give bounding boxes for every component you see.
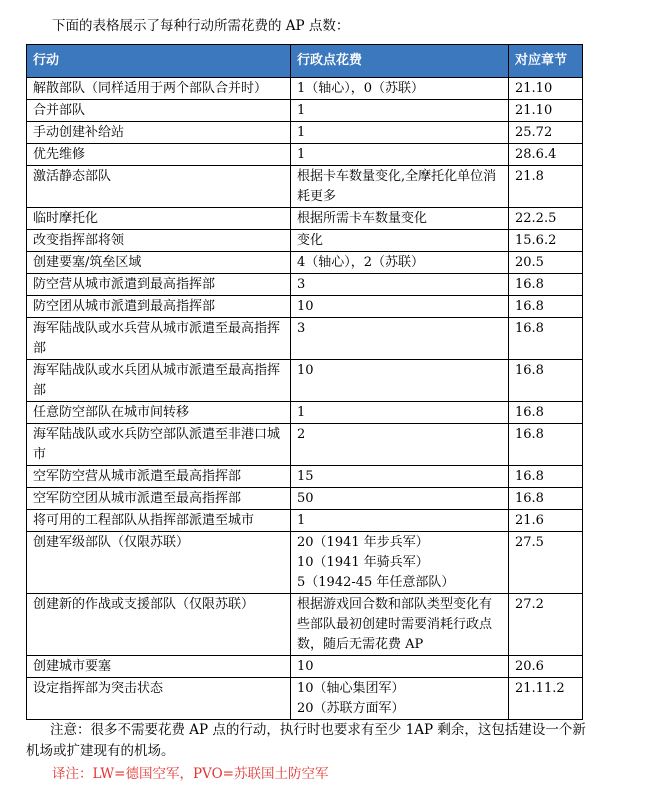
table-row — [27, 208, 583, 230]
cell-action: 合并部队 — [27, 100, 291, 122]
cell-cost — [291, 466, 509, 488]
cell-cost — [291, 252, 509, 274]
table-row — [27, 402, 583, 424]
cell-action: 防空团从城市派遣到最高指挥部 — [27, 296, 291, 318]
cell-section: 25.72 — [509, 122, 583, 144]
cost-line: 15 — [297, 469, 314, 484]
cell-action: 创建要塞/筑垒区域 — [27, 252, 291, 274]
cost-line: 变化 — [297, 233, 324, 248]
cell-cost — [291, 594, 509, 656]
table-header-row — [27, 45, 583, 78]
table-row — [27, 78, 583, 100]
ap-cost-table — [26, 44, 583, 720]
cell-cost — [291, 78, 509, 100]
cell-section: 28.6.4 — [509, 144, 583, 166]
cell-section: 20.5 — [509, 252, 583, 274]
cell-cost — [291, 532, 509, 594]
cell-action: 将可用的工程部队从指挥部派遣至城市 — [27, 510, 291, 532]
cell-action: 海军陆战队或水兵团从城市派遣至最高指挥部 — [27, 360, 291, 402]
cost-line: 20（苏联方面军） — [297, 701, 405, 716]
cost-line: 根据所需卡车数量变化 — [297, 211, 428, 226]
cost-line: 3 — [297, 277, 306, 292]
cell-section: 16.8 — [509, 424, 583, 466]
cost-line: 1 — [297, 147, 306, 162]
intro-text: 下面的表格展示了每种行动所需花费的 AP 点数： — [52, 18, 350, 34]
cell-section: 16.8 — [509, 318, 583, 360]
cost-line: 1（轴心），0（苏联） — [297, 81, 425, 96]
cell-section: 27.5 — [509, 532, 583, 594]
cell-section: 16.8 — [509, 274, 583, 296]
cell-section: 22.2.5 — [509, 208, 583, 230]
cell-action: 防空营从城市派遣到最高指挥部 — [27, 274, 291, 296]
cell-cost — [291, 122, 509, 144]
cell-section: 21.11.2 — [509, 678, 583, 720]
cell-section: 16.8 — [509, 466, 583, 488]
cell-cost — [291, 296, 509, 318]
cell-cost — [291, 402, 509, 424]
cost-line: 10 — [297, 299, 314, 314]
cell-action: 临时摩托化 — [27, 208, 291, 230]
cell-cost — [291, 208, 509, 230]
cost-line: 10 — [297, 363, 314, 378]
table-row — [27, 230, 583, 252]
header-cost: 行政点花费 — [291, 45, 509, 78]
cell-cost — [291, 318, 509, 360]
cost-line: 10（轴心集团军） — [297, 681, 405, 696]
cell-action: 手动创建补给站 — [27, 122, 291, 144]
table-row — [27, 488, 583, 510]
cell-action: 任意防空部队在城市间转移 — [27, 402, 291, 424]
table-row — [27, 360, 583, 402]
cell-cost — [291, 230, 509, 252]
cell-section: 27.2 — [509, 594, 583, 656]
cell-cost — [291, 144, 509, 166]
cell-action: 创建军级部队（仅限苏联） — [27, 532, 291, 594]
cell-section: 21.8 — [509, 166, 583, 208]
table-row — [27, 678, 583, 720]
table-row — [27, 466, 583, 488]
cost-line: 根据游戏回合数和部队类型变化有些部队最初创建时需要消耗行政点数，随后无需花费 AP — [297, 597, 493, 652]
table-row — [27, 656, 583, 678]
cell-section: 21.10 — [509, 78, 583, 100]
cost-line: 3 — [297, 321, 306, 336]
table-row — [27, 274, 583, 296]
cost-line: 50 — [297, 491, 314, 506]
table-row — [27, 166, 583, 208]
table-row — [27, 424, 583, 466]
table-row — [27, 100, 583, 122]
cell-action: 海军陆战队或水兵防空部队派遣至非港口城市 — [27, 424, 291, 466]
cell-cost — [291, 360, 509, 402]
cell-section: 16.8 — [509, 360, 583, 402]
table-row — [27, 252, 583, 274]
cell-action: 空军防空营从城市派遣至最高指挥部 — [27, 466, 291, 488]
cell-section: 16.8 — [509, 402, 583, 424]
cell-cost — [291, 488, 509, 510]
cell-cost — [291, 166, 509, 208]
table-row — [27, 144, 583, 166]
table-row — [27, 296, 583, 318]
note-block — [26, 720, 586, 762]
cell-section: 16.8 — [509, 296, 583, 318]
cell-action: 设定指挥部为突击状态 — [27, 678, 291, 720]
cell-section: 21.10 — [509, 100, 583, 122]
cell-cost — [291, 100, 509, 122]
cost-line: 1 — [297, 103, 306, 118]
cell-action: 空军防空团从城市派遣至最高指挥部 — [27, 488, 291, 510]
header-section: 对应章节 — [509, 45, 583, 78]
cell-section: 16.8 — [509, 488, 583, 510]
cell-cost — [291, 424, 509, 466]
cell-cost — [291, 656, 509, 678]
cost-line: 根据卡车数量变化,全摩托化单位消耗更多 — [297, 169, 497, 204]
translator-note: 译注：LW=德国空军，PVO=苏联国土防空军 — [52, 766, 329, 782]
table-body — [27, 78, 583, 720]
cost-line: 2 — [297, 427, 306, 442]
cell-action: 激活静态部队 — [27, 166, 291, 208]
cell-action: 创建城市要塞 — [27, 656, 291, 678]
cell-action: 解散部队（同样适用于两个部队合并时） — [27, 78, 291, 100]
cell-action: 创建新的作战或支援部队（仅限苏联） — [27, 594, 291, 656]
cost-line: 1 — [297, 125, 306, 140]
cell-section: 15.6.2 — [509, 230, 583, 252]
header-action: 行动 — [27, 45, 291, 78]
table-row — [27, 532, 583, 594]
cost-line: 10（1941 年骑兵军） — [297, 555, 429, 570]
cell-action: 优先维修 — [27, 144, 291, 166]
table-row — [27, 510, 583, 532]
cell-action: 改变指挥部将领 — [27, 230, 291, 252]
cost-line: 10 — [297, 659, 314, 674]
cost-line: 4（轴心），2（苏联） — [297, 255, 425, 270]
cost-line: 5（1942-45 年任意部队） — [297, 575, 455, 590]
cell-cost — [291, 510, 509, 532]
cell-action: 海军陆战队或水兵营从城市派遣至最高指挥部 — [27, 318, 291, 360]
table-row — [27, 594, 583, 656]
table-row — [27, 318, 583, 360]
cost-line: 1 — [297, 405, 306, 420]
cell-cost — [291, 274, 509, 296]
cell-section: 21.6 — [509, 510, 583, 532]
cost-line: 1 — [297, 513, 306, 528]
cell-section: 20.6 — [509, 656, 583, 678]
cost-line: 20（1941 年步兵军） — [297, 535, 429, 550]
note-text: 注意：很多不需要花费 AP 点的行动，执行时也要求有至少 1AP 剩余，这包括建设一个新机场或扩建现有的机场。 — [26, 722, 586, 759]
cell-cost — [291, 678, 509, 720]
table-row — [27, 122, 583, 144]
